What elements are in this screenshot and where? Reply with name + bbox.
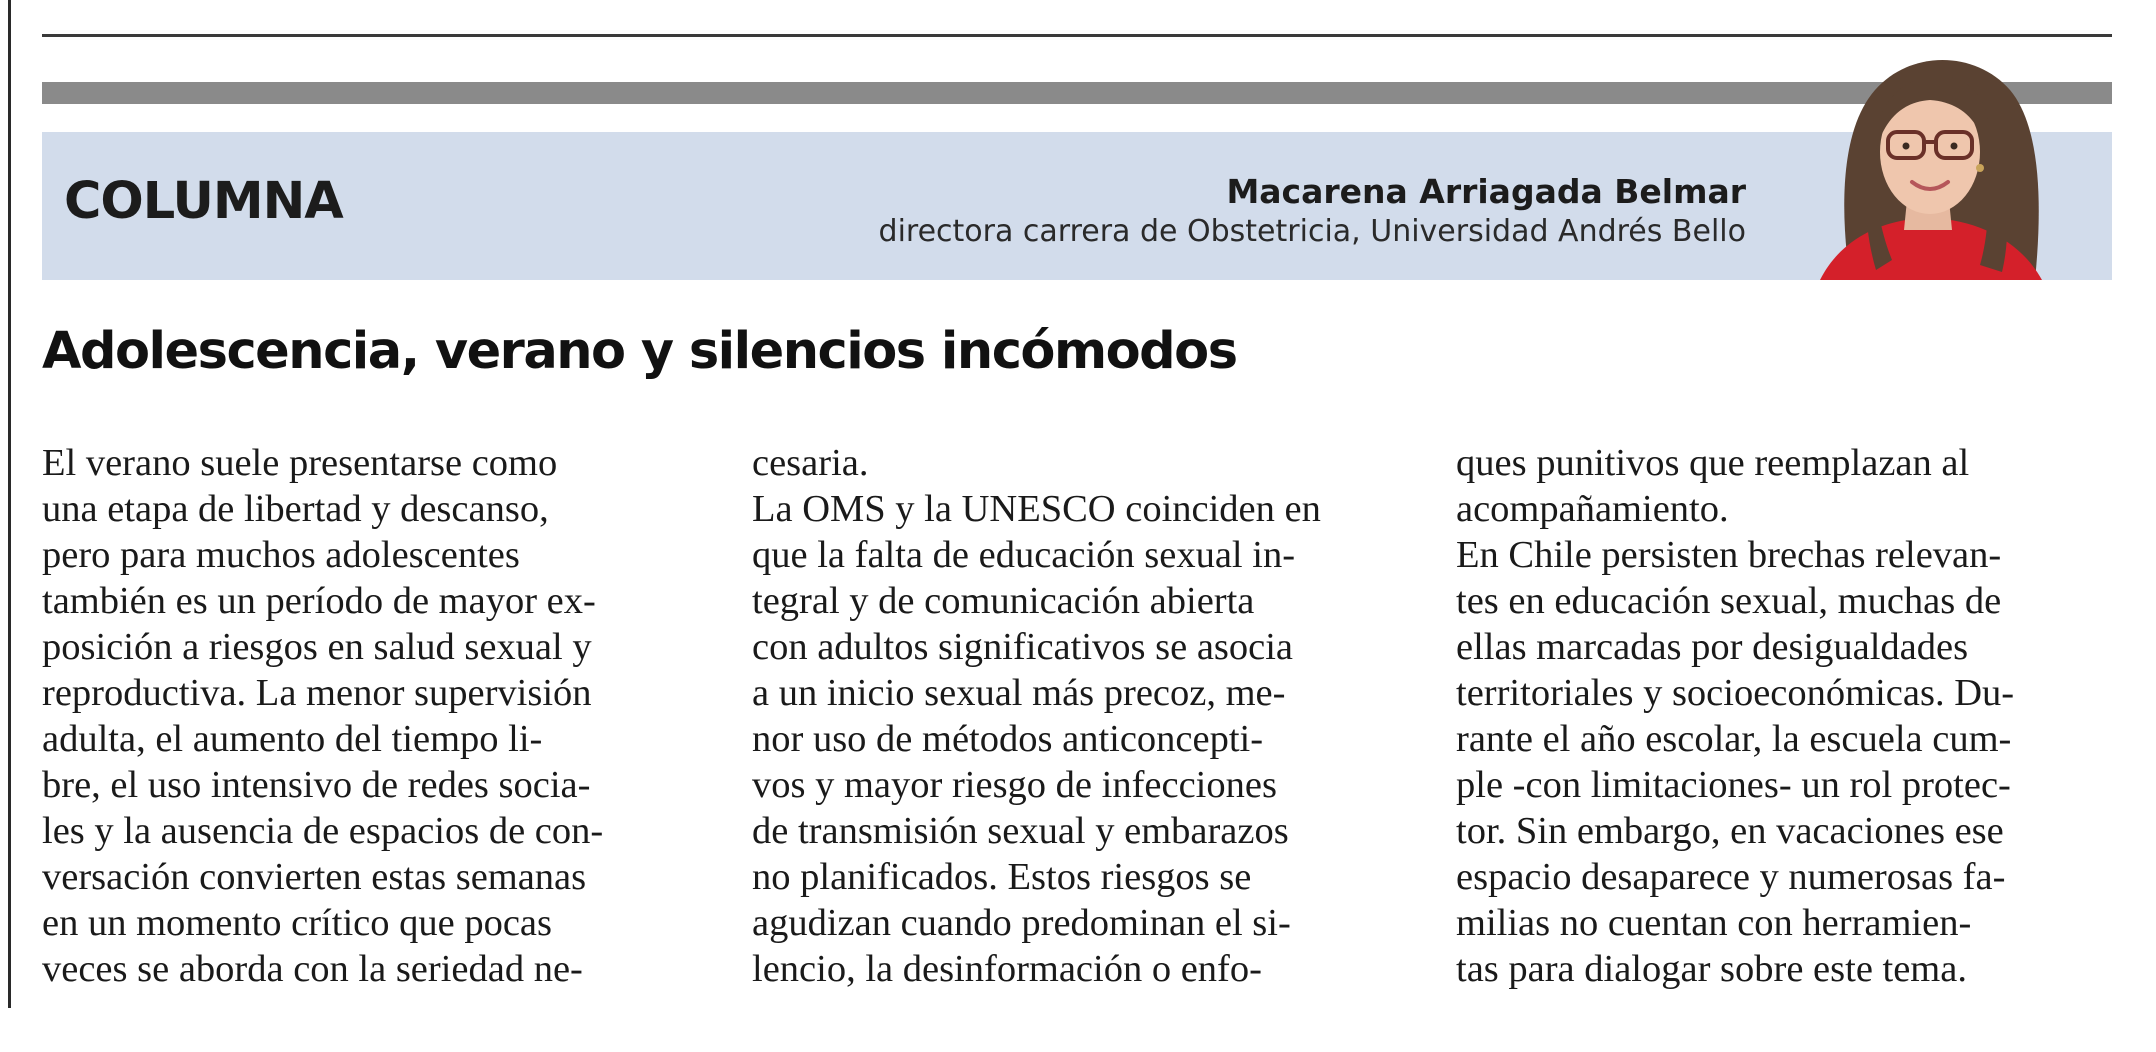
text-line: de transmisión sexual y embarazos [752,810,1289,852]
text-line: agudizan cuando predominan el si- [752,902,1291,944]
section-label: COLUMNA [64,172,343,231]
author-portrait-icon [1780,40,2070,280]
text-line: tor. Sin embargo, en vacaciones ese [1456,810,2004,852]
text-line: veces se aborda con la seriedad ne- [42,948,583,990]
text-line: también es un período de mayor ex- [42,580,596,622]
text-line: tas para dialogar sobre este tema. [1456,948,1967,990]
text-line: vos y mayor riesgo de infecciones [752,764,1277,806]
text-line: espacio desaparece y numerosas fa- [1456,856,2006,898]
text-line: bre, el uso intensivo de redes socia- [42,764,591,806]
text-line: adulta, el aumento del tiempo li- [42,718,543,760]
text-line: ques punitivos que reemplazan al [1456,442,1970,484]
text-line: reproductiva. La menor supervisión [42,672,592,714]
text-line: cesaria. [752,442,869,484]
text-line: territoriales y socioeconómicas. Du- [1456,672,2015,714]
top-rule [42,34,2112,37]
text-line: acompañamiento. [1456,488,1729,530]
text-line: rante el año escolar, la escuela cum- [1456,718,2012,760]
author-role: directora carrera de Obstetricia, Universidad Andrés Bello [878,214,1746,249]
article-column-1 [42,440,722,992]
text-line: versación convierten estas semanas [42,856,587,898]
text-line: con adultos significativos se asocia [752,626,1294,668]
text-line: ple -con limitaciones- un rol protec- [1456,764,2011,806]
text-line: a un inicio sexual más precoz, me- [752,672,1286,714]
left-column-rule [8,0,11,1008]
text-line: milias no cuentan con herramien- [1456,902,1972,944]
text-line: en un momento crítico que pocas [42,902,552,944]
text-line: pero para muchos adolescentes [42,534,520,576]
text-line: que la falta de educación sexual in- [752,534,1296,576]
text-line: En Chile persisten brechas relevan- [1456,534,2002,576]
text-line: lencio, la desinformación o enfo- [752,948,1262,990]
article-column-3 [1456,440,2136,992]
text-line: posición a riesgos en salud sexual y [42,626,592,668]
article-column-2 [752,440,1432,992]
author-portrait [1780,40,2070,280]
text-line: tegral y de comunicación abierta [752,580,1255,622]
author-name: Macarena Arriagada Belmar [1226,172,1746,211]
text-line: les y la ausencia de espacios de con- [42,810,604,852]
text-line: El verano suele presentarse como [42,442,558,484]
text-line: La OMS y la UNESCO coinciden en [752,488,1321,530]
text-line: tes en educación sexual, muchas de [1456,580,2002,622]
article-headline: Adolescencia, verano y silencios incómodos [42,322,1237,381]
text-line: una etapa de libertad y descanso, [42,488,549,530]
text-line: no planificados. Estos riesgos se [752,856,1252,898]
text-line: ellas marcadas por desigualdades [1456,626,1969,668]
text-line: nor uso de métodos anticoncepti- [752,718,1264,760]
